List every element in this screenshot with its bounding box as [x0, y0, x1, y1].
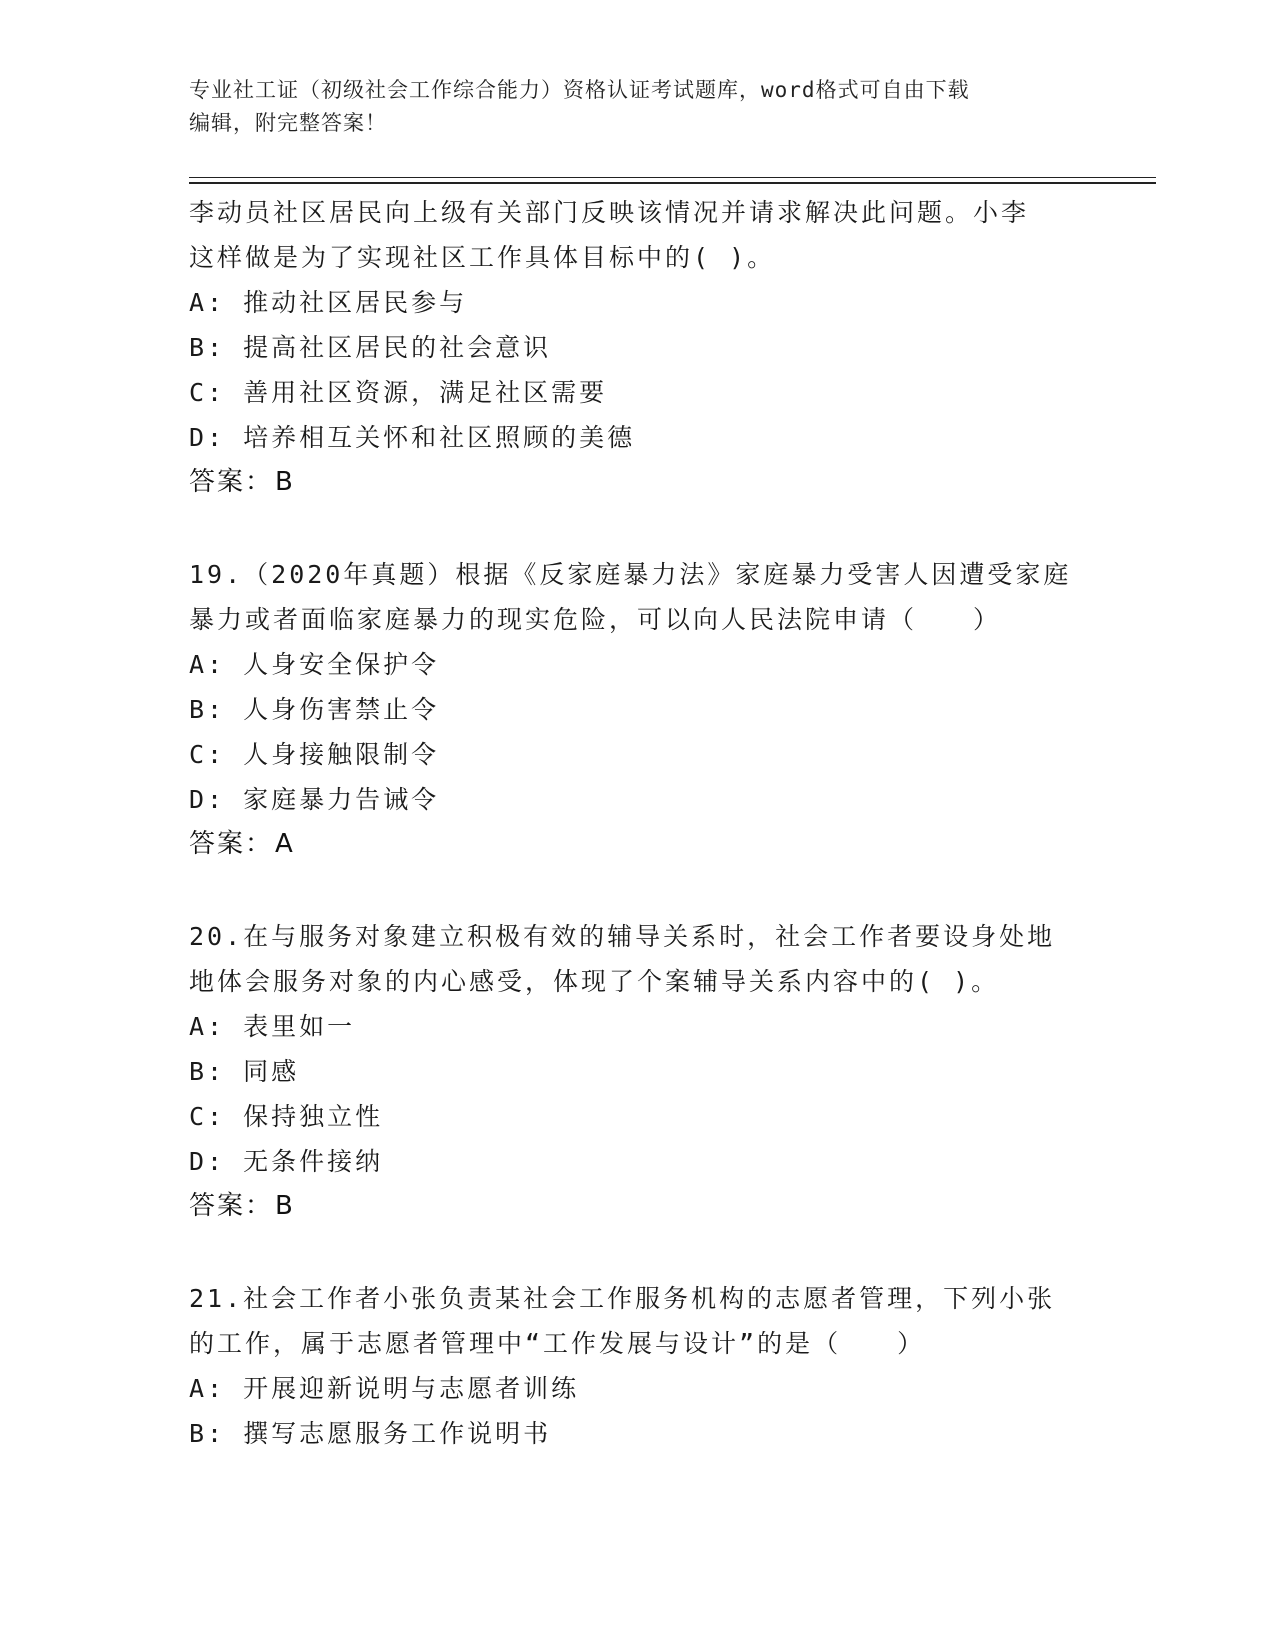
question-stem-line: 20.在与服务对象建立积极有效的辅导关系时，社会工作者要设身处地: [189, 922, 1056, 951]
answer-label: 答案：: [189, 467, 274, 497]
answer-value: A: [275, 829, 295, 859]
spacer: [189, 505, 1089, 552]
question-stem-line: 19.（2020年真题）根据《反家庭暴力法》家庭暴力受害人因遭受家庭: [189, 560, 1072, 589]
answer-line: [189, 1184, 1089, 1229]
option-b: B: 撰写志愿服务工作说明书: [189, 1419, 552, 1448]
answer-line: [189, 460, 1089, 505]
option-c: C: 保持独立性: [189, 1102, 384, 1131]
option-a: A: 推动社区居民参与: [189, 288, 468, 317]
spacer: [189, 867, 1089, 914]
question-stem-line: 这样做是为了实现社区工作具体目标中的( )。: [189, 243, 776, 272]
document-body: [189, 190, 1089, 1456]
header-rule-thin: [189, 177, 1156, 178]
option-c: C: 人身接触限制令: [189, 740, 440, 769]
option-a: A: 开展迎新说明与志愿者训练: [189, 1374, 580, 1403]
question-stem-line: 暴力或者面临家庭暴力的现实危险，可以向人民法院申请（ ）: [189, 605, 1002, 634]
question-19: [189, 552, 1089, 867]
question-18: [189, 190, 1089, 505]
option-b: B: 提高社区居民的社会意识: [189, 333, 552, 362]
question-stem-line: 地体会服务对象的内心感受，体现了个案辅导关系内容中的( )。: [189, 967, 1000, 996]
document-header: [189, 74, 1089, 140]
question-21: [189, 1276, 1089, 1456]
answer-label: 答案：: [189, 829, 274, 859]
header-rule-thick: [189, 182, 1156, 184]
option-d: D: 家庭暴力告诫令: [189, 785, 440, 814]
option-a: A: 人身安全保护令: [189, 650, 440, 679]
answer-value: B: [275, 467, 295, 497]
question-stem-line: 李动员社区居民向上级有关部门反映该情况并请求解决此问题。小李: [189, 198, 1030, 227]
answer-value: B: [275, 1191, 295, 1221]
option-a: A: 表里如一: [189, 1012, 356, 1041]
option-d: D: 培养相互关怀和社区照顾的美德: [189, 423, 636, 452]
option-b: B: 同感: [189, 1057, 300, 1086]
spacer: [189, 1229, 1089, 1276]
question-stem-line: 21.社会工作者小张负责某社会工作服务机构的志愿者管理，下列小张: [189, 1284, 1056, 1313]
option-c: C: 善用社区资源，满足社区需要: [189, 378, 608, 407]
option-b: B: 人身伤害禁止令: [189, 695, 440, 724]
question-stem-line: 的工作，属于志愿者管理中“工作发展与设计”的是（ ）: [189, 1329, 926, 1358]
question-20: [189, 914, 1089, 1229]
option-d: D: 无条件接纳: [189, 1147, 384, 1176]
answer-line: [189, 822, 1089, 867]
header-line-1: 专业社工证（初级社会工作综合能力）资格认证考试题库，word格式可自由下载: [189, 78, 970, 102]
header-line-2: 编辑，附完整答案！: [189, 111, 387, 135]
answer-label: 答案：: [189, 1191, 274, 1221]
